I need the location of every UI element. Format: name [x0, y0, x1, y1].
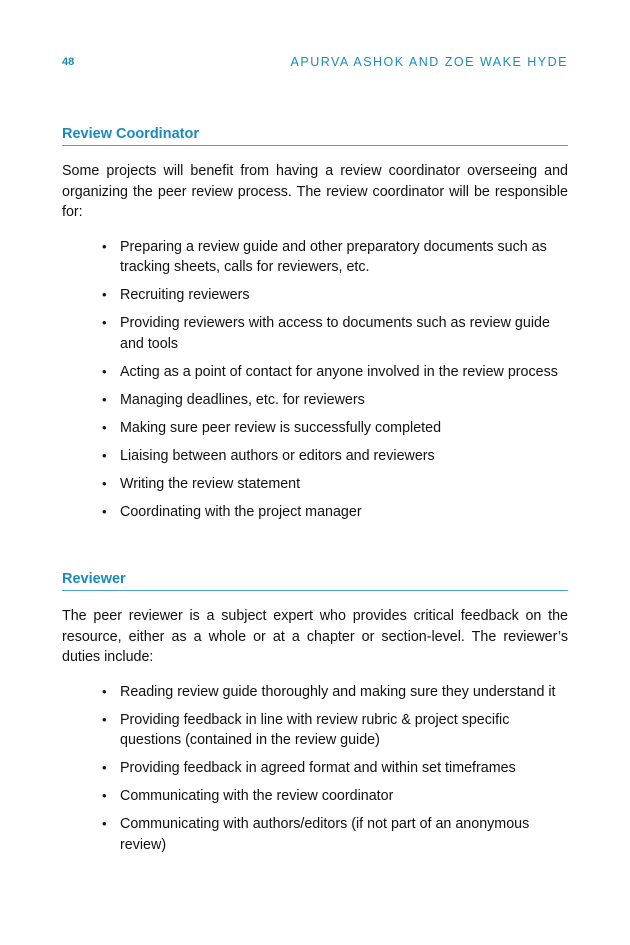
bullet-icon: •	[102, 711, 107, 727]
list-item	[62, 502, 568, 523]
list-item	[62, 362, 568, 383]
list-item-text: Recruiting reviewers	[120, 287, 250, 303]
page-header	[62, 55, 568, 71]
bullet-icon: •	[102, 391, 107, 407]
section-divider	[62, 145, 568, 146]
bullet-icon: •	[102, 238, 107, 254]
bullet-icon: •	[102, 363, 107, 379]
bullet-icon: •	[102, 503, 107, 519]
list-item-text: Preparing a review guide and other preparatory documents such as tracking sheets, calls for reviewers, etc.	[120, 238, 547, 275]
bullet-icon: •	[102, 287, 107, 302]
list-item	[62, 710, 568, 751]
list-item-text: Liaising between authors or editors and reviewers	[120, 447, 435, 464]
list-item	[62, 814, 568, 855]
list-item	[62, 390, 568, 411]
bullet-icon: •	[102, 475, 107, 491]
bullet-icon: •	[102, 760, 107, 775]
list-item	[62, 313, 568, 354]
list-item-text: Providing feedback in line with review rubric & project specific questions (contained in the review guide)	[120, 711, 510, 748]
list-item-text: Managing deadlines, etc. for reviewers	[120, 391, 365, 408]
section-review-coordinator	[62, 124, 568, 530]
bullet-list	[62, 237, 568, 523]
section-paragraph: Some projects will benefit from having a review coordinator overseeing and organizing the peer review process. The review coordinator will be responsible for:	[62, 163, 568, 220]
bullet-icon: •	[102, 419, 107, 435]
list-item	[62, 237, 568, 278]
section-reviewer	[62, 569, 568, 863]
bullet-icon: •	[102, 315, 107, 330]
list-item-text: Making sure peer review is successfully completed	[120, 419, 442, 436]
bullet-icon: •	[102, 683, 107, 699]
list-item-text: Communicating with the review coordinator	[120, 788, 394, 804]
list-item-text: Writing the review statement	[120, 475, 301, 492]
list-item	[62, 786, 568, 807]
bullet-icon: •	[102, 788, 107, 803]
list-item	[62, 285, 568, 306]
running-head: APURVA ASHOK AND ZOE WAKE HYDE	[290, 55, 568, 69]
section-heading: Review Coordinator	[62, 126, 199, 142]
list-item	[62, 758, 568, 779]
bullet-list	[62, 682, 568, 856]
bullet-icon: •	[102, 447, 107, 463]
list-item	[62, 418, 568, 439]
section-paragraph: The peer reviewer is a subject expert who provides critical feedback on the resource, either as a whole or at a chapter or section-level. The reviewer’s duties include:	[62, 608, 568, 665]
list-item	[62, 682, 568, 703]
list-item-text: Coordinating with the project manager	[120, 503, 362, 520]
list-item-text: Reading review guide thoroughly and making sure they understand it	[120, 683, 556, 700]
list-item	[62, 474, 568, 495]
list-item	[62, 446, 568, 467]
section-heading: Reviewer	[62, 571, 126, 587]
list-item-text: Providing reviewers with access to documents such as review guide and tools	[120, 315, 550, 352]
list-item-text: Acting as a point of contact for anyone involved in the review process	[120, 363, 558, 380]
list-item-text: Communicating with authors/editors (if not part of an anonymous review)	[120, 816, 530, 853]
section-divider	[62, 590, 568, 591]
page-number: 48	[62, 56, 75, 68]
list-item-text: Providing feedback in agreed format and within set timeframes	[120, 760, 516, 776]
bullet-icon: •	[102, 816, 107, 831]
